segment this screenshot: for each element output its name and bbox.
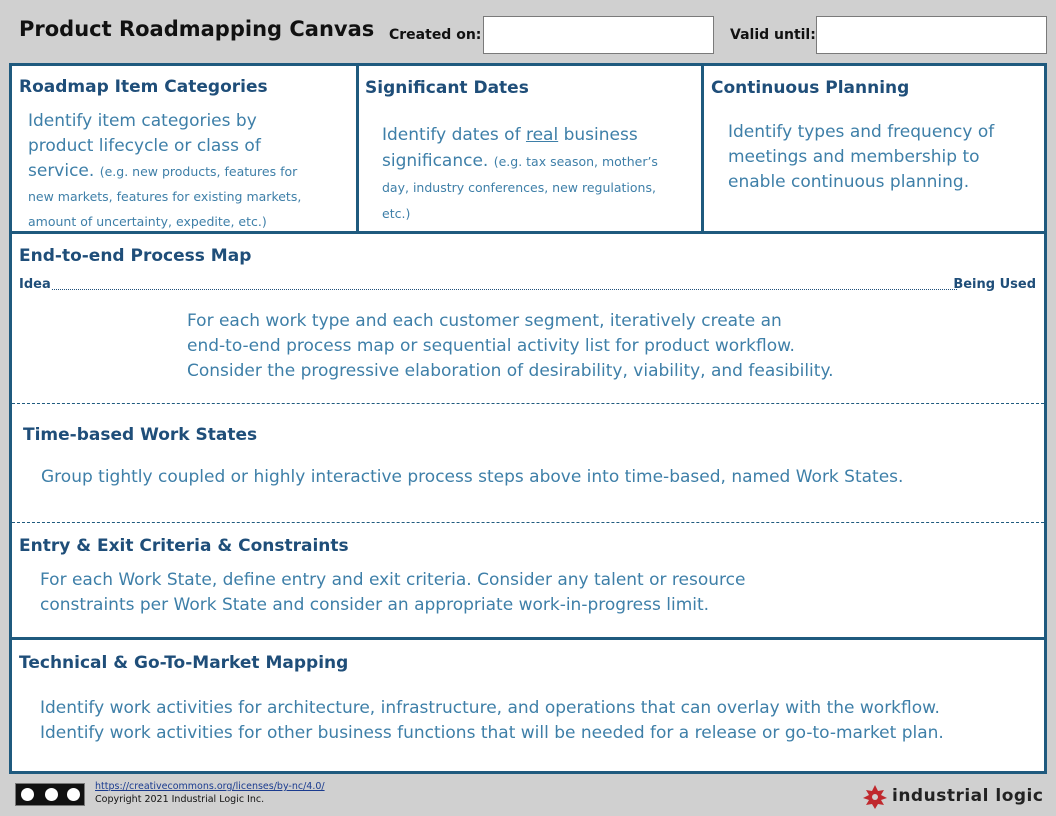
created-on-field[interactable] (483, 16, 714, 54)
roadmap-canvas (9, 63, 1047, 774)
work-states-heading: Time-based Work States (23, 425, 258, 445)
page-title: Product Roadmapping Canvas (19, 17, 375, 41)
section-body (382, 122, 674, 226)
section-body-text-end: business significance. (382, 125, 638, 171)
copyright-text: Copyright 2021 Industrial Logic Inc. (95, 794, 265, 805)
body-line: For each work type and each customer segment, iteratively create an (187, 311, 782, 331)
emphasis-text: real (525, 125, 559, 145)
cc-by-nc-icon (15, 783, 85, 806)
logo-text: industrial logic (892, 786, 1044, 806)
body-line: Consider the progressive elaboration of desirability, viability, and feasibility. (187, 361, 834, 381)
body-line: Identify work activities for architecture, infrastructure, and operations that can overlay with the workflow. (40, 698, 940, 718)
dashed-divider (12, 403, 1044, 404)
section-body: Identify types and frequency of meetings and membership to enable continuous planning. (728, 122, 995, 192)
technical-body[interactable] (40, 696, 944, 746)
section-note: (e.g. tax season, mother’s day, industry conferences, new regulations, etc.) (382, 154, 658, 221)
criteria-heading: Entry & Exit Criteria & Constraints (19, 536, 349, 556)
work-states-body[interactable]: Group tightly coupled or highly interactive process steps above into time-based, named Work States. (41, 467, 904, 487)
row-divider (12, 231, 1044, 234)
body-line: Identify work activities for other business functions that will be needed for a release or go-to-market plan. (40, 723, 944, 743)
process-start-label: Idea (19, 277, 51, 292)
industrial-logic-logo-icon (861, 784, 889, 810)
section-body-text: Identify item categories by product lifecycle or class of service. (28, 111, 261, 181)
body-line: end-to-end process map or sequential activity list for product workflow. (187, 336, 795, 356)
body-line: constraints per Work State and consider an appropriate work-in-progress limit. (40, 595, 710, 615)
created-on-label: Created on: (389, 27, 482, 43)
section-heading: Continuous Planning (711, 78, 910, 98)
valid-until-field[interactable] (816, 16, 1047, 54)
section-heading: Significant Dates (365, 78, 529, 98)
process-map-body[interactable] (187, 309, 833, 384)
technical-heading: Technical & Go-To-Market Mapping (19, 653, 349, 673)
section-heading: Roadmap Item Categories (19, 77, 268, 97)
license-link[interactable]: https://creativecommons.org/licenses/by-nc/4.0/ (95, 781, 325, 792)
process-map-heading: End-to-end Process Map (19, 246, 252, 266)
continuous-planning-section[interactable] (704, 66, 1044, 231)
valid-until-label: Valid until: (730, 27, 816, 43)
process-end-label: Being Used (953, 277, 1036, 292)
section-note: (e.g. new products, features for new markets, features for existing markets, amount of uncertainty, expedite, etc.) (28, 164, 302, 229)
roadmap-item-categories-section[interactable] (12, 66, 356, 231)
section-body (28, 109, 313, 234)
section-body-text: Identify dates of (382, 125, 526, 145)
significant-dates-section[interactable] (359, 66, 701, 231)
criteria-body[interactable] (40, 568, 745, 618)
row-divider (12, 637, 1044, 640)
dashed-divider (12, 522, 1044, 523)
process-dotted-line (52, 289, 957, 290)
body-line: For each Work State, define entry and exit criteria. Consider any talent or resource (40, 570, 746, 590)
